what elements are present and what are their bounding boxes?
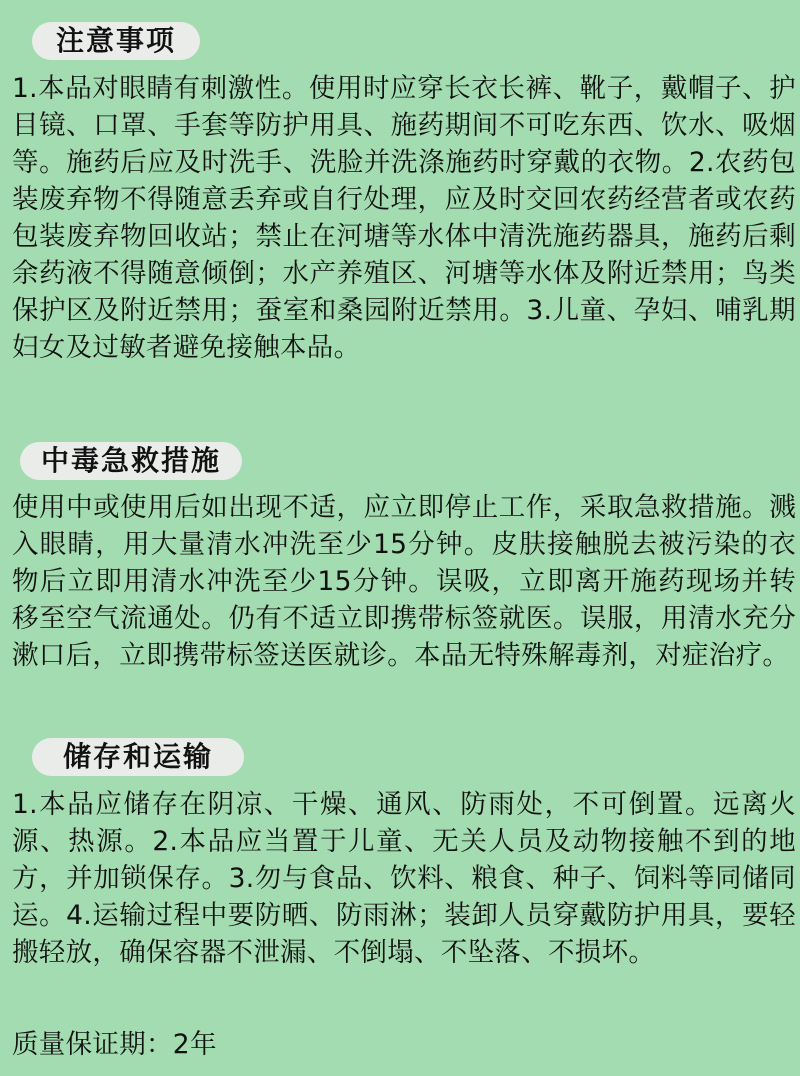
storage-transport-title: 储存和运输 [32, 738, 244, 776]
first-aid-text: 使用中或使用后如出现不适，应立即停止工作，采取急救措施。溅入眼睛，用大量清水冲洗至少15分钟。皮肤接触脱去被污染的衣物后立即用清水冲洗至少15分钟。误吸，立即离开施药现场并转移至空气流通处。仍有不适立即携带标签就医。误服，用清水充分漱口后，立即携带标签送医就诊。本品无特殊解毒剂，对症治疗。 [12, 492, 796, 671]
precautions-text: 1.本品对眼睛有刺激性。使用时应穿长衣长裤、靴子，戴帽子、护目镜、口罩、手套等防护用具、施药期间不可吃东西、饮水、吸烟等。施药后应及时洗手、洗脸并洗涤施药时穿戴的衣物。2.农药包装废弃物不得随意丢弃或自行处理，应及时交回农药经营者或农药包装废弃物回收站；禁止在河塘等水体中清洗施药器具，施药后剩余药液不得随意倾倒；水产养殖区、河塘等水体及附近禁用；鸟类保护区及附近禁用；蚕室和桑园附近禁用。3.儿童、孕妇、哺乳期妇女及过敏者避免接触本品。 [12, 73, 796, 363]
first-aid-title: 中毒急救措施 [20, 442, 242, 480]
precautions-title: 注意事项 [32, 22, 200, 60]
shelf-life-text: 质量保证期：2年 [12, 1029, 217, 1060]
storage-transport-text: 1.本品应储存在阴凉、干燥、通风、防雨处，不可倒置。远离火源、热源。2.本品应当置于儿童、无关人员及动物接触不到的地方，并加锁保存。3.勿与食品、饮料、粮食、种子、饲料等同储同运。4.运输过程中要防晒、防雨淋；装卸人员穿戴防护用具，要轻搬轻放，确保容器不泄漏、不倒塌、不坠落、不损坏。 [12, 789, 796, 968]
